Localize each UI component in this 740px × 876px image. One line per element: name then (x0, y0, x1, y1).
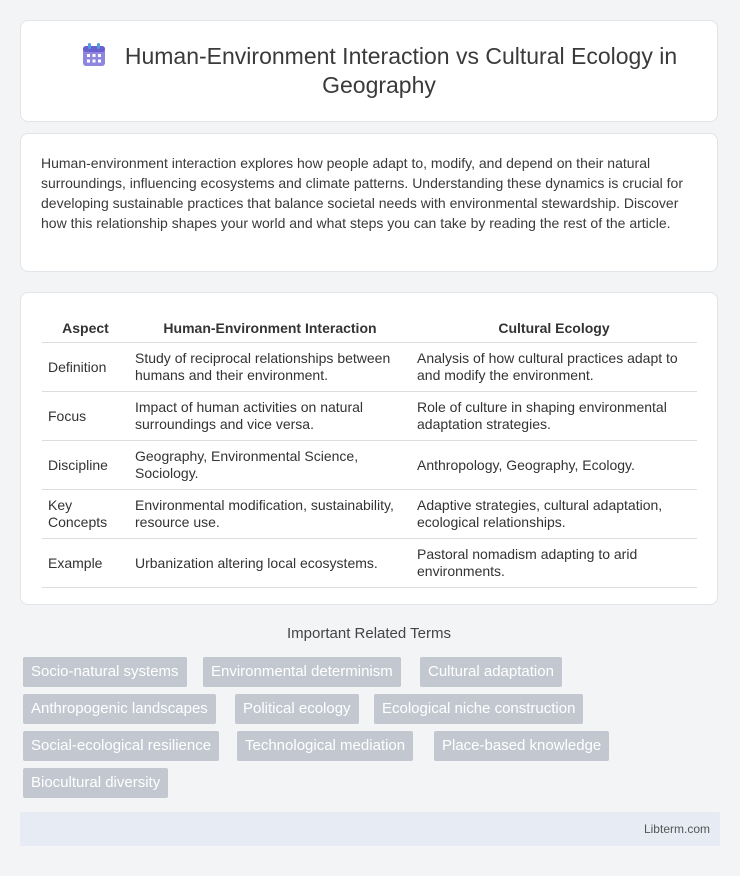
column-header-aspect: Aspect (42, 314, 129, 343)
row-aspect: Key Concepts (42, 490, 129, 539)
related-term-tag[interactable]: Socio-natural systems (23, 657, 187, 687)
row-hei-value: Environmental modification, sustainability, resource use. (129, 490, 411, 539)
row-hei-value: Urbanization altering local ecosystems. (129, 539, 411, 588)
table-row (42, 441, 697, 490)
calendar-grid-icon (81, 42, 107, 68)
page-title-text: Human-Environment Interaction vs Cultural Ecology in Geography (124, 43, 678, 98)
comparison-card (20, 292, 718, 605)
row-ce-value: Adaptive strategies, cultural adaptation, ecological relationships. (411, 490, 697, 539)
row-hei-value: Study of reciprocal relationships between humans and their environment. (129, 343, 411, 392)
column-header-hei: Human-Environment Interaction (129, 314, 411, 343)
related-term-tag[interactable]: Political ecology (235, 694, 359, 724)
related-term-tag[interactable]: Environmental determinism (203, 657, 401, 687)
row-aspect: Definition (42, 343, 129, 392)
title-card (20, 20, 718, 122)
related-term-tag[interactable]: Place-based knowledge (434, 731, 609, 761)
footer-site-link[interactable]: Libterm.com (643, 822, 710, 836)
table-row (42, 392, 697, 441)
related-term-tag[interactable]: Biocultural diversity (23, 768, 168, 798)
table-row (42, 343, 697, 392)
intro-card (20, 133, 718, 272)
related-terms-heading: Important Related Terms (287, 625, 451, 642)
footer (20, 812, 720, 846)
row-hei-value: Impact of human activities on natural surroundings and vice versa. (129, 392, 411, 441)
related-term-tag[interactable]: Anthropogenic landscapes (23, 694, 216, 724)
row-ce-value: Role of culture in shaping environmental adaptation strategies. (411, 392, 697, 441)
intro-paragraph: Human-environment interaction explores how people adapt to, modify, and depend on their natural surroundings, influencing ecosystems and climate patterns. Understanding these dynamics is crucial for developing sustainable practices that balance societal needs with environmental stewardship. Discover how this relationship shapes your world and what steps you can take by reading the rest of the article. (41, 155, 683, 231)
row-ce-value: Anthropology, Geography, Ecology. (411, 441, 697, 490)
related-term-tag[interactable]: Technological mediation (237, 731, 413, 761)
table-row (42, 490, 697, 539)
page-title (61, 42, 697, 100)
related-term-tag[interactable]: Ecological niche construction (374, 694, 583, 724)
table-row (42, 539, 697, 588)
row-ce-value: Analysis of how cultural practices adapt to and modify the environment. (411, 343, 697, 392)
row-aspect: Example (42, 539, 129, 588)
row-aspect: Discipline (42, 441, 129, 490)
comparison-table (42, 314, 697, 588)
related-term-tag[interactable]: Cultural adaptation (420, 657, 562, 687)
column-header-cultural-ecology: Cultural Ecology (411, 314, 697, 343)
row-aspect: Focus (42, 392, 129, 441)
row-ce-value: Pastoral nomadism adapting to arid environments. (411, 539, 697, 588)
row-hei-value: Geography, Environmental Science, Sociology. (129, 441, 411, 490)
table-header-row (42, 314, 697, 343)
related-term-tag[interactable]: Social-ecological resilience (23, 731, 219, 761)
